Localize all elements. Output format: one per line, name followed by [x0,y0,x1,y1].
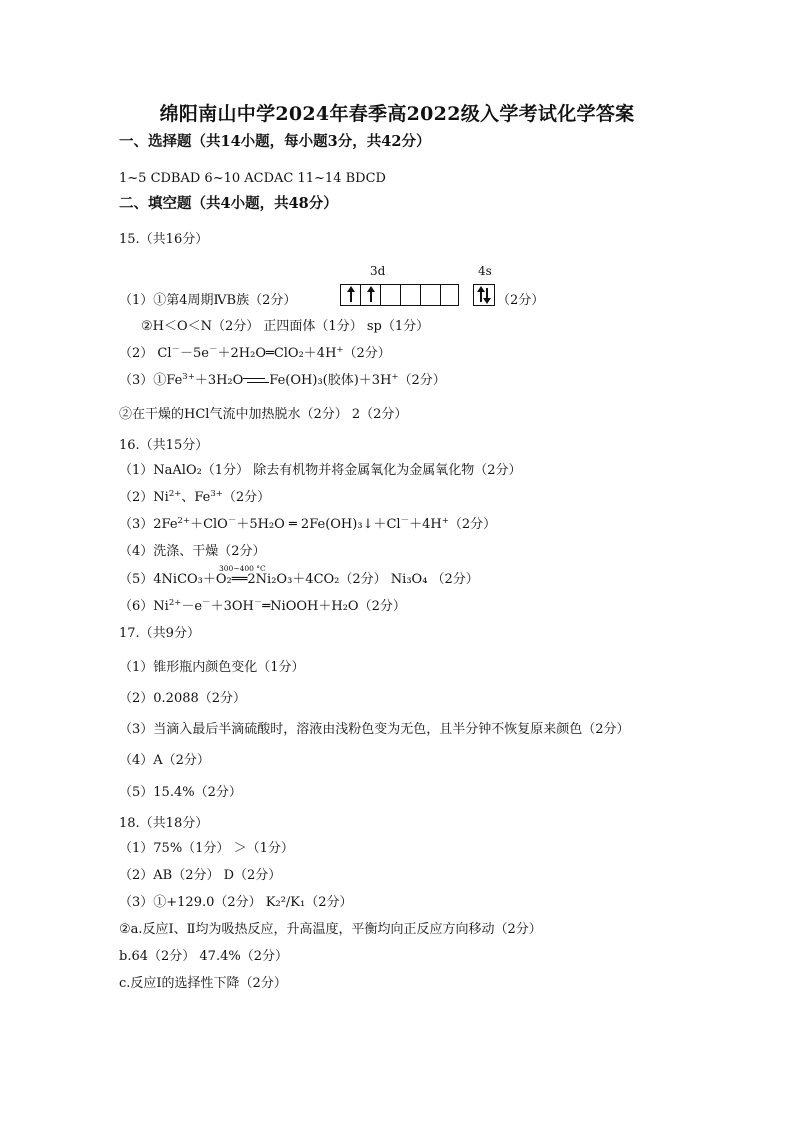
q16-line5: （5）4NiCO₃＋O₂══2Ni₂O₃＋4CO₂（2分） Ni₃O₄ （2分） [119,572,479,587]
q16-line2: $(2)Ni^{2+}$、$Fe^{3+}(2$分） [119,489,271,505]
q18-header: 18.（共18分） [119,816,209,831]
spin-down-arrow-icon [486,288,488,302]
spin-up-arrow-icon [370,288,372,302]
q17-line2: （2）0.2088（2分） [119,691,247,706]
orbital-box [401,285,421,305]
reversible-arrow-icon [243,377,269,385]
q17-line5: （5）15.4%（2分） [119,785,242,800]
q18-line2: （2）AB（2分） D（2分） [119,868,282,883]
orbital-diagram-3d [340,284,459,306]
section2-heading: 二、填空题（共4小题，共48分） [119,195,338,212]
q18-line6: c.反应Ⅰ的选择性下降（2分） [119,976,287,991]
choice-answers: 1~5 CDBAD 6~10 ACDAC 11~14 BDCD [119,171,386,186]
q15-line2: ②H＜O＜N（2分） 正四面体（1分） sp（1分） [141,319,430,334]
q15-header: 15.（共16分） [119,232,209,247]
q18-line3: （3）①+129.0（2分） K₂²/K₁（2分） [119,895,353,910]
reaction-condition: 300~400 °C [219,564,266,573]
q17-line1: （1）锥形瓶内颜色变化（1分） [119,660,305,675]
orbital-box [441,285,458,305]
q16-header: 16.（共15分） [119,438,209,453]
q15-line4: $(3)①Fe^{3+}+3H_2O$ Fe(OH)₃(胶体)＋3H+（2分） [119,372,446,388]
spin-up-arrow-icon [350,288,352,302]
q18-line1: （1）75%（1分） ＞（1分） [119,841,294,856]
q15-line1-score: （2分） [497,293,545,308]
orbital-box [341,285,361,305]
q17-line4: （4）A（2分） [119,753,210,768]
q17-line3: （3）当滴入最后半滴硫酸时，溶液由浅粉色变为无色，且半分钟不恢复原来颜色（2分） [119,722,630,737]
q16-line3: $(3)2Fe^{2+}+ClO^-+5H_2O$ ═ 2Fe(OH)₃↓＋Cl－＋4H+（2分） [119,516,497,532]
q15-line3: （2） Cl－－5e－＋2H₂O═ClO₂＋4H+（2分） [119,345,391,361]
q15-line1: （1）①第4周期ⅣB族（2分） [119,293,297,308]
orbital-box [421,285,441,305]
q16-line4: （4）洗涤、干燥（2分） [119,544,266,559]
page-title: 绵阳南山中学2024年春季高2022级入学考试化学答案 [159,103,635,125]
orbital-box [361,285,381,305]
q16-line6: $(6)Ni^{2+}-e^-+3OH^-═NiOOH+H_2O(2$分） [119,598,406,614]
q15-line5: ②在干燥的HCl气流中加热脱水（2分） 2（2分） [119,407,408,422]
spin-up-arrow-icon [480,288,482,302]
orbital-box [474,285,494,305]
q18-line4: ②a.反应Ⅰ、Ⅱ均为吸热反应，升高温度，平衡均向正反应方向移动（2分） [119,922,542,937]
q17-header: 17.（共9分） [119,626,200,641]
section1-heading: 一、选择题（共14小题，每小题3分，共42分） [119,133,431,150]
orbital-box [381,285,401,305]
orbital-3d-label: 3d [370,264,386,278]
q16-line1: （1）NaAlO₂（1分） 除去有机物并将金属氧化为金属氧化物（2分） [119,463,522,478]
q18-line5: b.64（2分） 47.4%（2分） [119,949,288,964]
orbital-4s-label: 4s [478,264,492,278]
orbital-diagram-4s [473,284,495,306]
